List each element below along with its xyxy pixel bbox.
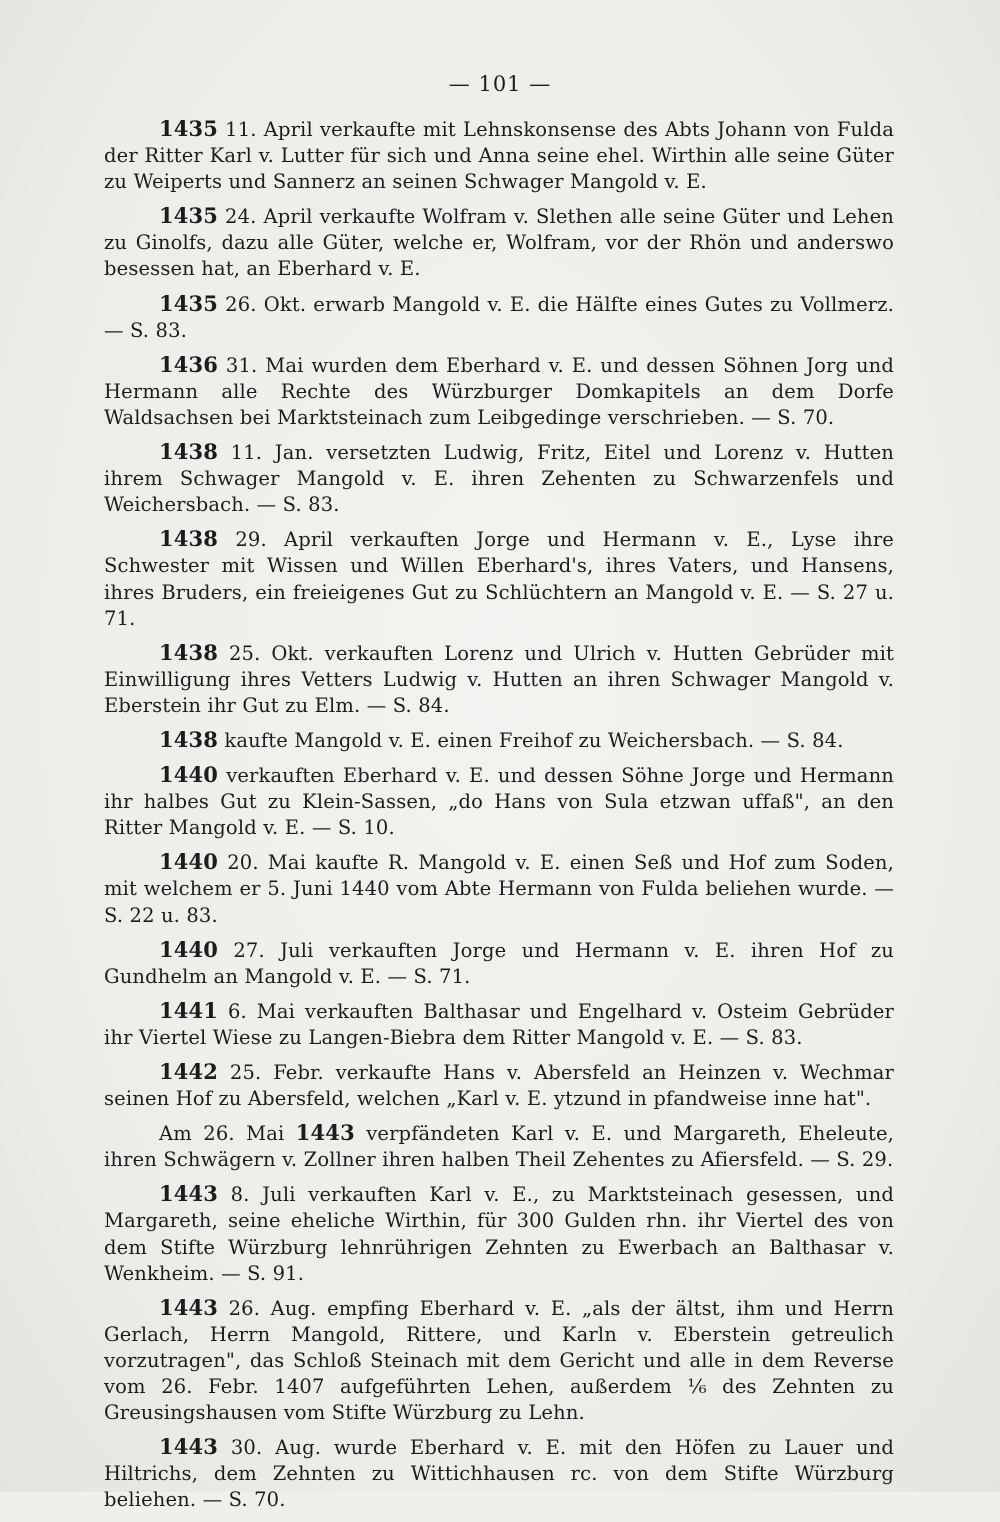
entry-text: 27. Juli verkauften Jorge und Hermann v. E. ihren Hof zu Gundhelm an Mangold v. E. — S. 71.	[104, 938, 894, 988]
entry-text: 24. April verkaufte Wolfram v. Slethen alle seine Güter und Lehen zu Ginolfs, dazu alle Güter, welche er, Wolfram, vor der Rhön und anderswo besessen hat, an Eberhard v. E.	[104, 205, 894, 281]
entry-year: 1443	[159, 1434, 219, 1460]
entry-year: 1435	[159, 116, 219, 141]
entry-text: 26. Okt. erwarb Mangold v. E. die Hälfte eines Gutes zu Vollmerz. — S. 83.	[104, 292, 894, 342]
entry-year: 1440	[159, 762, 219, 788]
page-body	[104, 116, 894, 1522]
entry-year: 1440	[159, 849, 219, 875]
chronicle-entry	[104, 937, 894, 990]
entry-text: verkauften Eberhard v. E. und dessen Söhne Jorge und Hermann ihr halbes Gut zu Klein-Sassen, „do Hans von Sula etzwan uffaß", an den Ritter Mangold v. E. — S. 10.	[104, 764, 894, 840]
chronicle-entry	[104, 203, 894, 282]
entry-text: 26. Aug. empfing Eberhard v. E. „als der ältst, ihm und Herrn Gerlach, Herrn Mangold, Rittere, und Karln v. Eberstein getreulich vorzutragen", das Schloß Steinach mit dem Gericht und alle in dem Reverse vom 26. Febr. 1407 aufgeführten Lehen, außerdem ¹⁄₆ des Zehnten zu Greusingshausen vom Stifte Würzburg zu Lehn.	[104, 1296, 894, 1425]
entry-text: 31. Mai wurden dem Eberhard v. E. und dessen Söhnen Jorg und Hermann alle Rechte des Würzburger Domkapitels an dem Dorfe Waldsachsen bei Marktsteinach zum Leibgedinge verschrieben. — S. 70.	[104, 353, 894, 429]
chronicle-entry	[104, 998, 894, 1051]
entry-year: 1435	[159, 290, 219, 316]
chronicle-entry	[104, 1120, 894, 1173]
entry-text: 29. April verkauften Jorge und Hermann v. E., Lyse ihre Schwester mit Wissen und Willen Eberhard's, ihres Vaters, und Hansens, ihres Bruders, ein freieigenes Gut zu Schlüchtern an Mangold v. E. — S. 27 u. 71.	[104, 528, 894, 630]
entry-text: 25. Okt. verkauften Lorenz und Ulrich v. Hutten Gebrüder mit Einwilligung ihres Vetters Ludwig v. Hutten an ihren Schwager Mangold v. Eberstein ihr Gut zu Elm. — S. 84.	[104, 641, 894, 717]
entry-text: 11. Jan. versetzten Ludwig, Fritz, Eitel und Lorenz v. Hutten ihrem Schwager Mangold v. E. ihren Zehenten zu Schwarzenfels und Weichersbach. — S. 83.	[104, 441, 894, 517]
entry-text: 20. Mai kaufte R. Mangold v. E. einen Seß und Hof zum Soden, mit welchem er 5. Juni 1440 vom Abte Hermann von Fulda beliehen wurde. — S. 22 u. 83.	[104, 851, 894, 927]
entry-prefix: Am 26. Mai	[159, 1122, 296, 1146]
entry-year: 1443	[295, 1120, 355, 1146]
entry-text: 30. Aug. wurde Eberhard v. E. mit den Höfen zu Lauer und Hiltrichs, dem Zehnten zu Wittichhausen rc. von dem Stifte Würzburg beliehen. — S. 70.	[104, 1436, 894, 1512]
entry-year: 1438	[159, 439, 219, 465]
entry-year: 1443	[159, 1294, 219, 1320]
chronicle-entry	[104, 439, 894, 518]
chronicle-entry	[104, 1181, 894, 1286]
entry-year: 1441	[159, 997, 219, 1023]
entry-text: kaufte Mangold v. E. einen Freihof zu Weichersbach. — S. 84.	[218, 728, 844, 752]
entry-year: 1438	[159, 639, 219, 665]
chronicle-entry	[104, 291, 894, 344]
entry-year: 1438	[159, 726, 219, 752]
chronicle-entry	[104, 762, 894, 841]
chronicle-entry	[104, 640, 894, 719]
entry-text: verpfändeten Karl v. E. und Margareth, Eheleute, ihren Schwägern v. Zollner ihren halben Theil Zehentes zu Afiersfeld. — S. 29.	[104, 1122, 894, 1172]
chronicle-entry	[104, 116, 894, 195]
entry-text: 11. April verkaufte mit Lehnskonsense des Abts Johann von Fulda der Ritter Karl v. Lutter für sich und Anna seine ehel. Wirthin alle seine Güter zu Weiperts und Sannerz an seinen Schwager Mangold v. E.	[104, 118, 894, 194]
entry-text: 6. Mai verkauften Balthasar und Engelhard v. Osteim Gebrüder ihr Viertel Wiese zu Langen-Biebra dem Ritter Mangold v. E. — S. 83.	[104, 999, 894, 1049]
entry-year: 1443	[159, 1181, 219, 1207]
entry-year: 1440	[159, 936, 219, 962]
page-number: — 101 —	[448, 72, 552, 96]
chronicle-entry	[104, 1295, 894, 1426]
chronicle-entry	[104, 352, 894, 431]
chronicle-entry	[104, 727, 894, 754]
entry-year: 1442	[159, 1059, 219, 1084]
entry-text: 25. Febr. verkaufte Hans v. Abersfeld an Heinzen v. Wechmar seinen Hof zu Abersfeld, welchen „Karl v. E. ytzund in pfandweise inne hat".	[104, 1061, 894, 1111]
chronicle-entry	[104, 1059, 894, 1112]
chronicle-entry	[104, 526, 894, 631]
chronicle-entry	[104, 849, 894, 928]
entry-year: 1438	[159, 526, 219, 552]
entry-year: 1436	[159, 351, 219, 377]
entry-text: 8. Juli verkauften Karl v. E., zu Marktsteinach gesessen, und Margareth, seine eheliche Wirthin, für 300 Gulden rhn. ihr Viertel des von dem Stifte Würzburg lehnrührigen Zehnten zu Ewerbach an Balthasar v. Wenkheim. — S. 91.	[104, 1183, 894, 1285]
chronicle-entry	[104, 1434, 894, 1513]
entry-year: 1435	[159, 203, 219, 229]
